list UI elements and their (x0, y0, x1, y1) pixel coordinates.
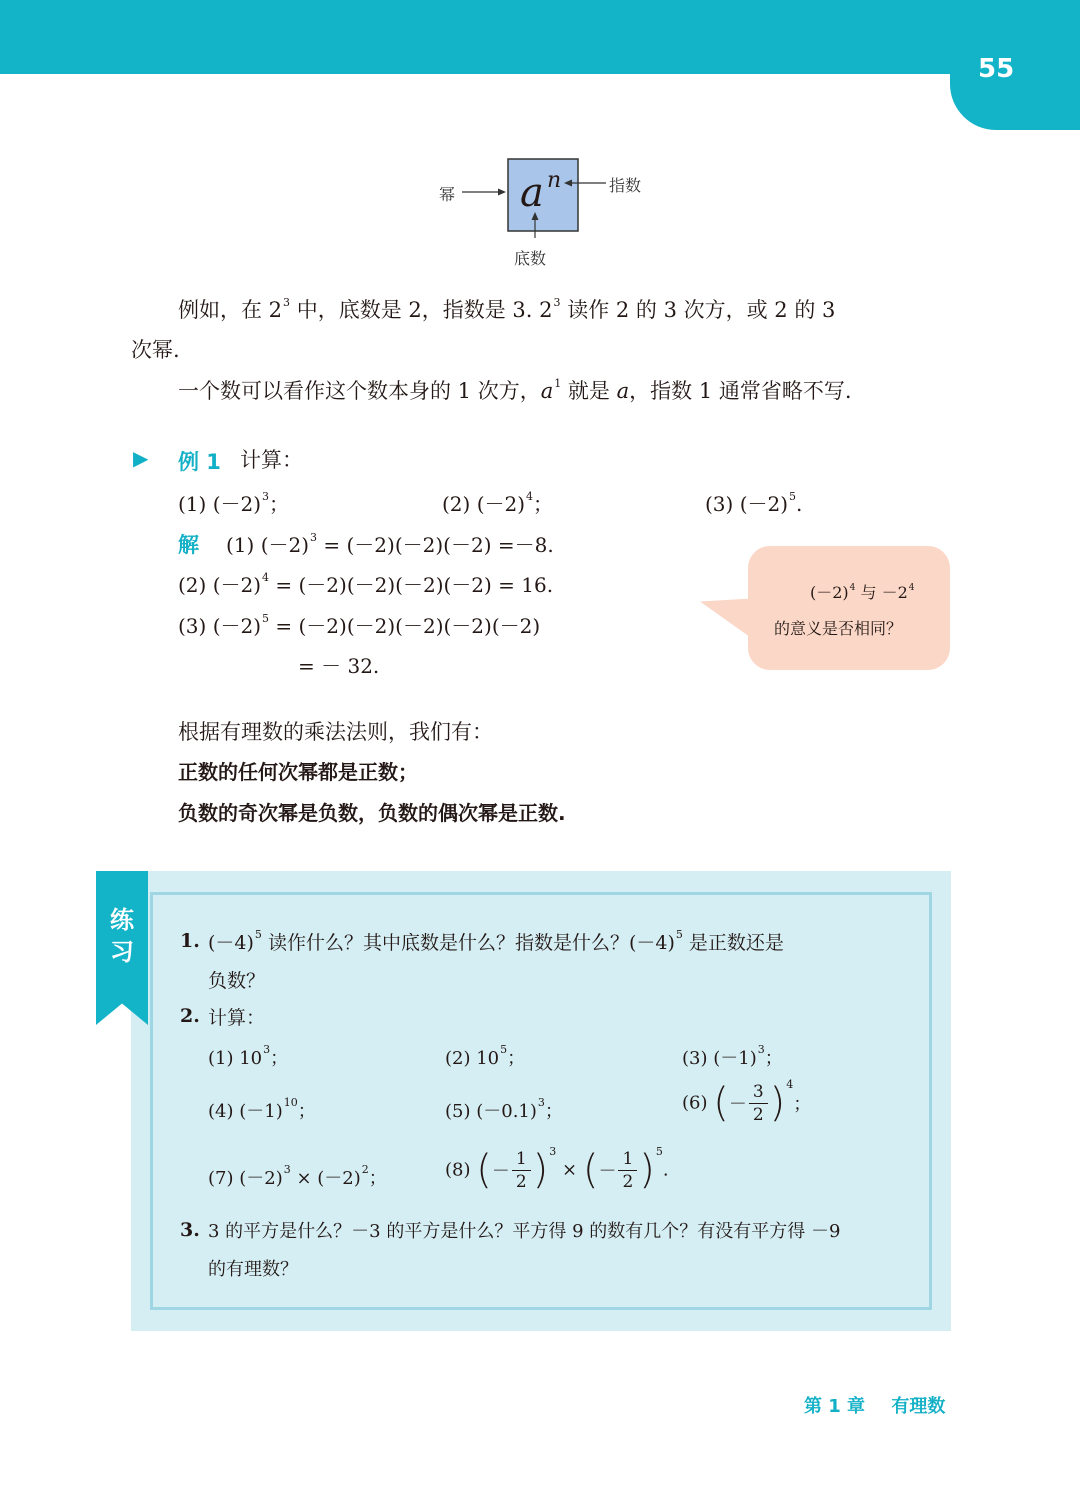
practice-title (96, 904, 148, 968)
superscript: 4 (526, 490, 534, 503)
example-question-2 (442, 488, 553, 517)
math-text: (6) (682, 1092, 708, 1114)
math-text: (－4) (208, 932, 254, 954)
solution-line-4: = － 32. (298, 654, 380, 678)
power-arrowhead (498, 189, 506, 196)
math-text: (3) (－2) (178, 614, 262, 638)
denominator: 2 (515, 1171, 527, 1192)
left-paren-icon: ( (582, 1147, 599, 1193)
rules-intro: 根据有理数的乘法法则，我们有： (178, 720, 493, 744)
math-text: = (－2)(－2)(－2) =－8. (317, 533, 554, 557)
rule-2: 负数的奇次幂是负数，负数的偶次幂是正数. (178, 801, 566, 825)
math-text: . (796, 492, 803, 516)
superscript: 5 (262, 612, 270, 625)
numerator: 1 (618, 1148, 637, 1171)
math-text: ； (269, 492, 290, 516)
numerator: 3 (749, 1081, 768, 1104)
problem-2-item-6 (682, 1080, 811, 1126)
superscript: 3 (757, 1043, 765, 1056)
practice-title-char: 习 (110, 938, 134, 966)
fraction (749, 1081, 768, 1126)
variable: a (616, 379, 630, 403)
denominator: 2 (752, 1104, 764, 1125)
math-text: (1) (－2) (178, 492, 262, 516)
intro-line-1 (178, 290, 835, 334)
numerator: 1 (512, 1148, 531, 1171)
label-power: 幂 (439, 185, 456, 204)
power-diagram (430, 150, 670, 275)
superscript: 2 (361, 1163, 369, 1176)
times-sign: × (562, 1159, 578, 1181)
right-paren-icon: ) (769, 1080, 786, 1126)
superscript: 5 (655, 1145, 663, 1158)
math-text: ； (544, 1101, 563, 1122)
fraction (618, 1148, 637, 1193)
symbol-exponent: n (547, 168, 562, 193)
rule-1: 正数的任何次幂都是正数； (178, 760, 418, 784)
intro-line-3 (178, 371, 852, 415)
bubble-tail (700, 582, 752, 639)
intro-text: 读作 2 的 3 次方，或 2 的 3 (560, 298, 836, 322)
math-text: ； (533, 492, 554, 516)
math-text: ； (270, 1048, 289, 1069)
solution-label: 解 (178, 533, 199, 557)
problem-2-item-3 (682, 1044, 783, 1070)
math-text: (7) (－2) (208, 1168, 283, 1189)
math-text: = (－2)(－2)(－2)(－2) = 16. (269, 573, 554, 597)
math-text: (2) 10 (445, 1048, 500, 1069)
math-text: (1) 10 (208, 1048, 263, 1069)
example-title: 例 1 (178, 450, 221, 474)
problem-2-prompt: 计算： (208, 1007, 266, 1029)
intro-line-2: 次幂. (131, 338, 180, 362)
math-text: (－2) (810, 583, 849, 602)
math-text: (2) (－2) (442, 492, 526, 516)
superscript: 4 (786, 1078, 794, 1091)
problem-2-item-5 (445, 1097, 563, 1123)
solution-line-1 (226, 529, 554, 558)
solution-line-3 (178, 610, 540, 639)
superscript: 10 (283, 1096, 298, 1109)
intro-text: ，指数 1 通常省略不写. (629, 379, 852, 403)
superscript: 3 (553, 296, 561, 309)
problem-2-number: 2. (180, 1005, 200, 1027)
superscript: 4 (849, 583, 856, 593)
bubble-line-1 (810, 580, 915, 603)
superscript: 3 (310, 531, 318, 544)
left-paren-icon: ( (476, 1147, 492, 1193)
header-band (0, 0, 1080, 74)
math-text: (8) (445, 1159, 471, 1181)
example-prompt: 计算： (240, 448, 303, 472)
math-text: × (－2) (290, 1168, 361, 1189)
example-question-3 (705, 488, 802, 517)
problem-3-line-1: 3 的平方是什么？－3 的平方是什么？平方得 9 的数有几个？有没有平方得 －9 (208, 1221, 841, 1242)
problem-2-item-8 (445, 1147, 669, 1193)
superscript: 4 (262, 571, 270, 584)
math-text: 与 －2 (855, 583, 908, 602)
fraction (512, 1148, 531, 1193)
thinking-bubble (748, 546, 950, 670)
math-text: ； (507, 1048, 526, 1069)
superscript: 3 (283, 1163, 291, 1176)
problem-3-line-2: 的有理数？ (208, 1259, 298, 1280)
problem-1-line-1 (208, 928, 784, 955)
math-text: ； (764, 1048, 783, 1069)
superscript: 4 (908, 583, 915, 593)
superscript: 3 (283, 296, 291, 309)
math-text: (4) (－1) (208, 1101, 283, 1122)
problem-3-number: 3. (180, 1219, 200, 1241)
superscript: 3 (537, 1096, 545, 1109)
intro-text: 中，底数是 2，指数是 3. 2 (290, 298, 553, 322)
superscript: 5 (500, 1043, 508, 1056)
problem-1-number: 1. (180, 930, 200, 952)
problem-2-item-7 (208, 1164, 387, 1190)
problem-2-item-4 (208, 1097, 316, 1123)
math-text: (2) (－2) (178, 573, 262, 597)
chapter-number: 第 1 章 (804, 1396, 866, 1417)
right-paren-icon: ) (532, 1147, 549, 1193)
symbol-base: a (520, 170, 544, 216)
denominator: 2 (622, 1171, 634, 1192)
math-text: ； (297, 1101, 316, 1122)
label-exponent: 指数 (609, 176, 642, 195)
practice-title-char: 练 (110, 906, 134, 934)
problem-2-item-2 (445, 1044, 525, 1070)
math-text: . (662, 1159, 669, 1181)
math-text: (5) (－0.1) (445, 1101, 537, 1122)
intro-text: 一个数可以看作这个数本身的 1 次方， (178, 379, 541, 403)
intro-text: 就是 (561, 379, 617, 403)
example-question-1 (178, 488, 289, 517)
superscript: 3 (549, 1145, 557, 1158)
solution-line-2 (178, 569, 553, 598)
example-marker-icon: ▶ (133, 446, 149, 470)
math-text: ； (793, 1094, 812, 1115)
math-text: = (－2)(－2)(－2)(－2)(－2) (269, 614, 541, 638)
problem-2-item-1 (208, 1044, 288, 1070)
math-text: － (598, 1161, 617, 1182)
bubble-line-2: 的意义是否相同？ (774, 619, 903, 638)
chapter-title: 有理数 (891, 1396, 946, 1417)
math-text: 读作什么？其中底数是什么？指数是什么？(－4) (261, 932, 675, 954)
superscript: 1 (554, 377, 562, 390)
right-paren-icon: ) (639, 1147, 655, 1193)
label-base: 底数 (514, 249, 547, 268)
intro-text: 例如，在 2 (178, 298, 283, 322)
superscript: 5 (675, 928, 683, 941)
math-text: (1) (－2) (226, 533, 310, 557)
math-text: 是正数还是 (682, 932, 784, 954)
chapter-footer (804, 1392, 945, 1418)
math-text: ； (368, 1168, 387, 1189)
math-text: (3) (－2) (705, 492, 789, 516)
math-text: (3) (－1) (682, 1048, 757, 1069)
math-text: － (491, 1161, 510, 1182)
page-number: 55 (978, 54, 1015, 84)
superscript: 5 (254, 928, 262, 941)
left-paren-icon: ( (713, 1080, 729, 1126)
problem-1-line-2: 负数？ (208, 970, 266, 992)
math-text: － (728, 1094, 747, 1115)
superscript: 5 (789, 490, 797, 503)
variable: a (540, 379, 554, 403)
superscript: 3 (262, 490, 270, 503)
superscript: 3 (263, 1043, 271, 1056)
